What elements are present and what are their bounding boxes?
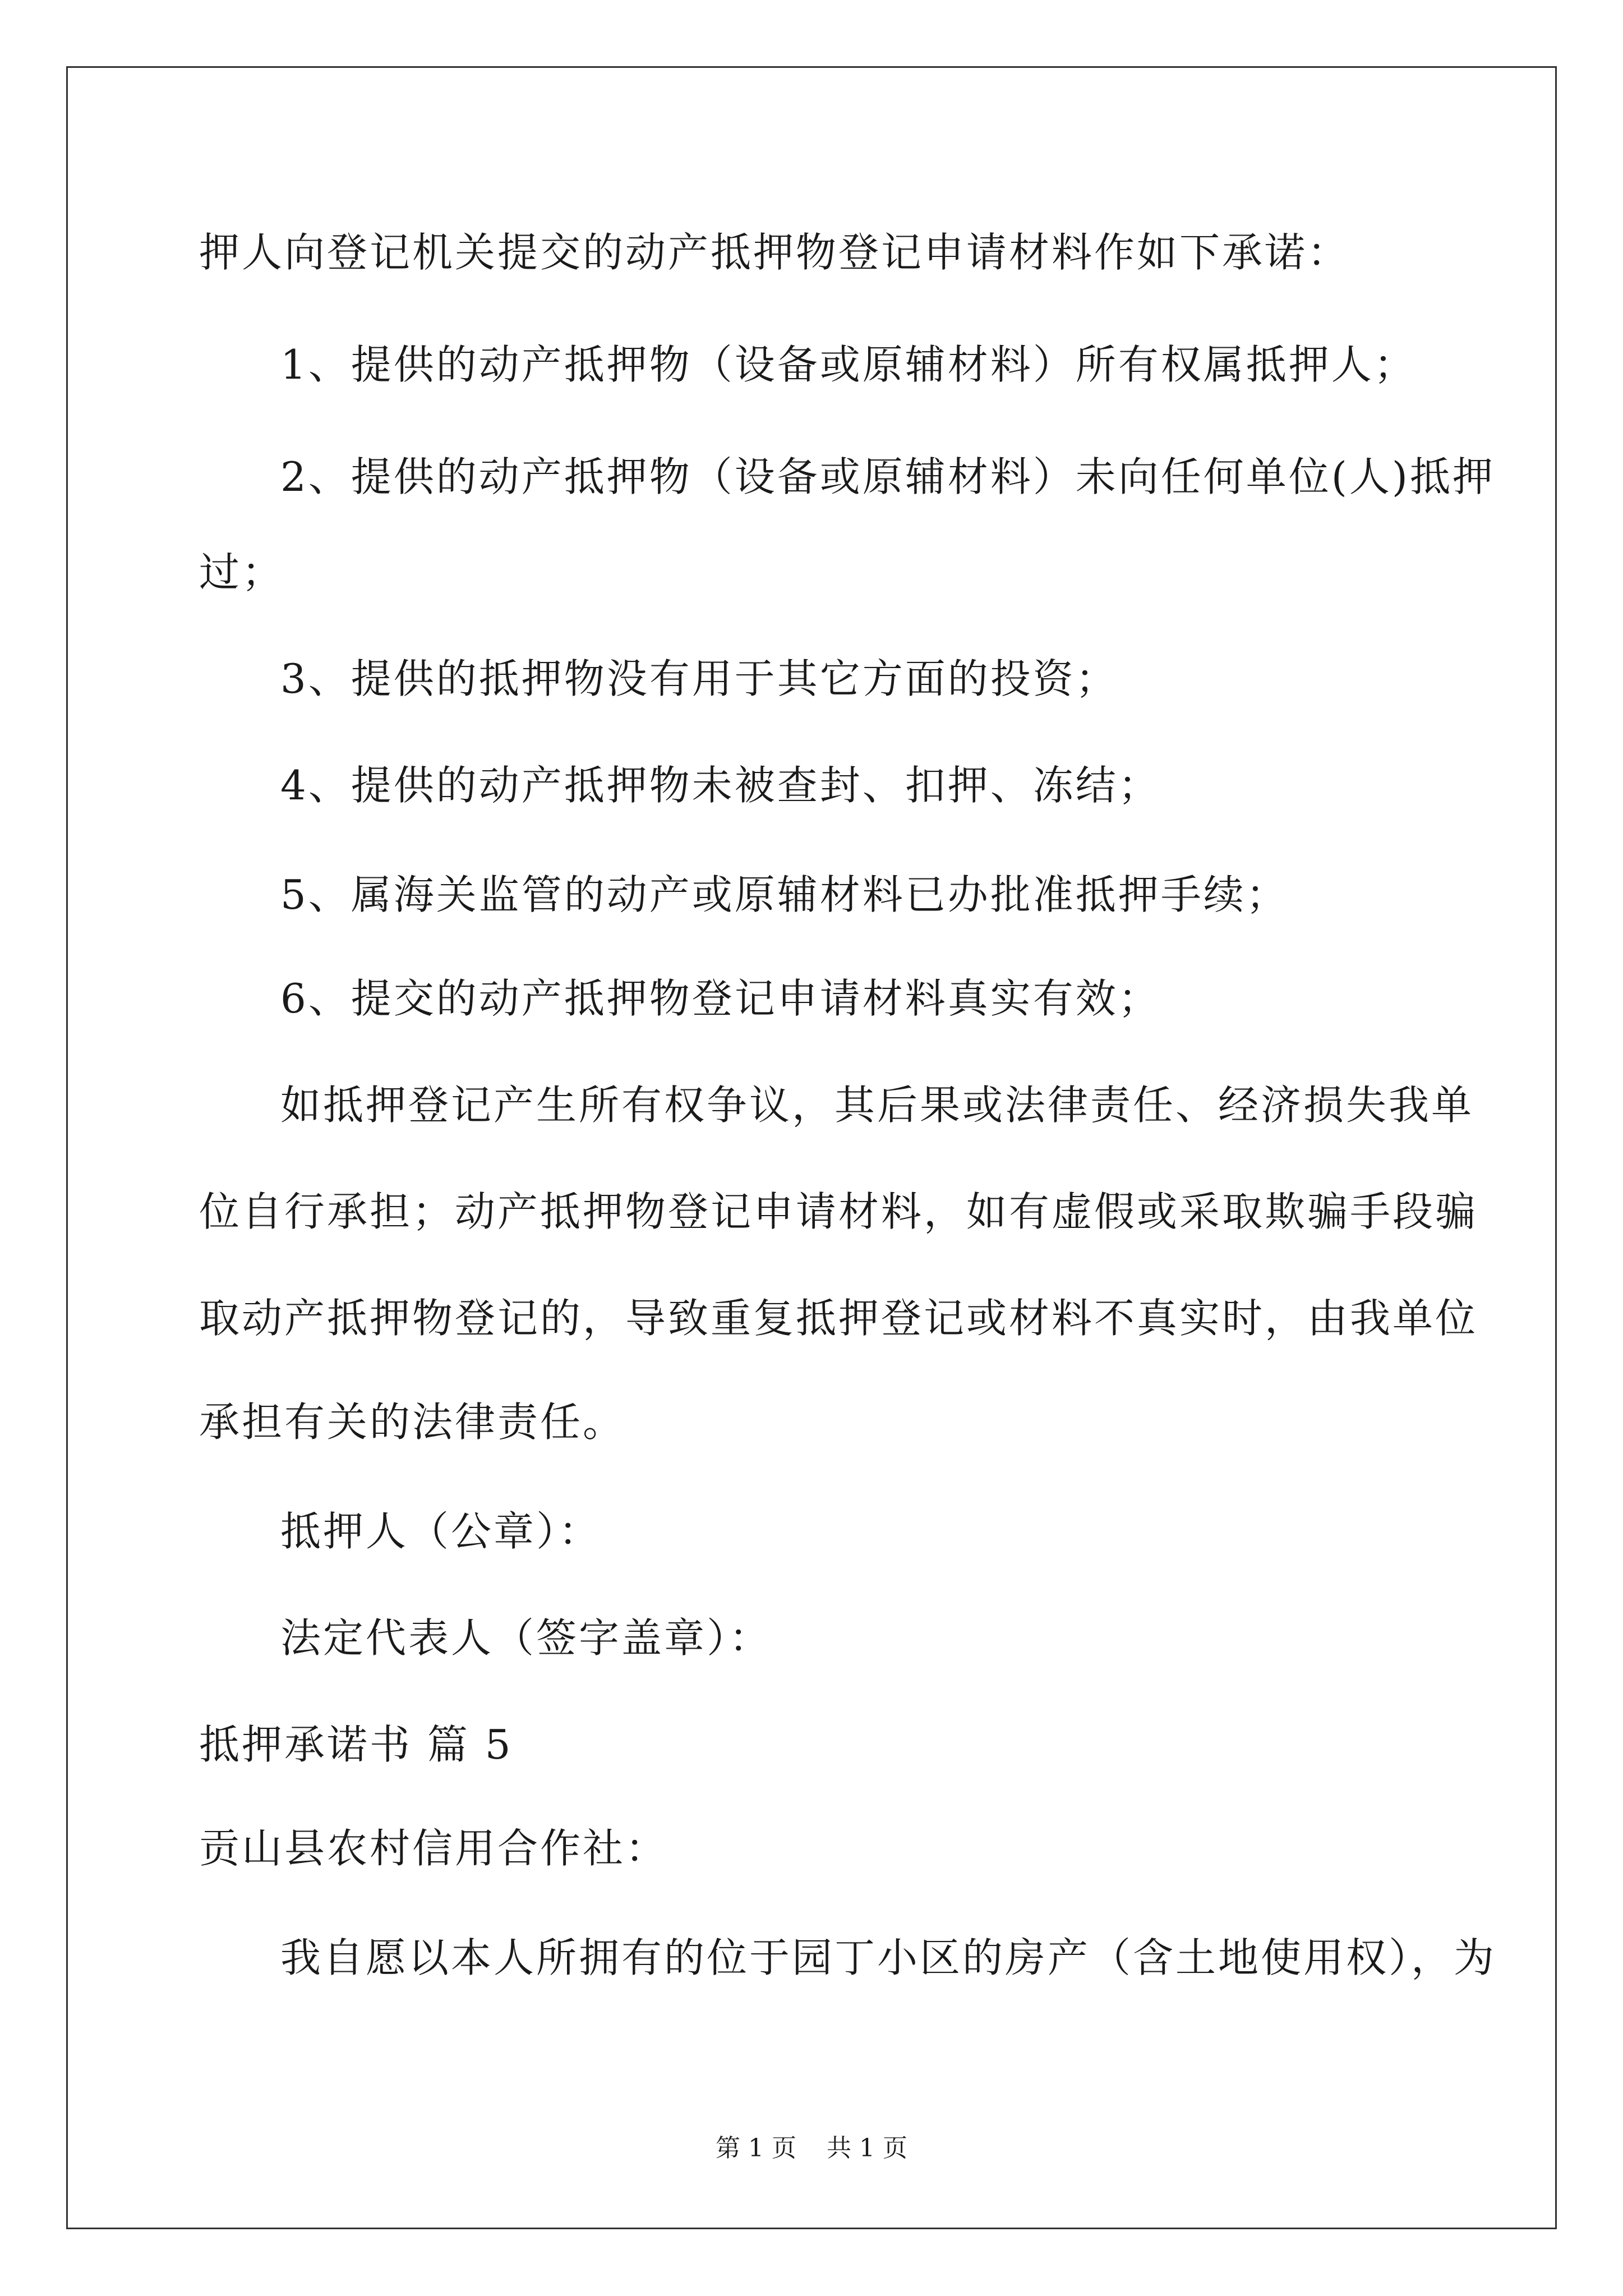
paragraph-line: 过； bbox=[199, 549, 285, 596]
paragraph-line: 押人向登记机关提交的动产抵押物登记申请材料作如下承诺： bbox=[199, 229, 1350, 276]
paragraph-line: 我自愿以本人所拥有的位于园丁小区的房产（含土地使用权），为 bbox=[280, 1934, 1497, 1981]
page-number: 第 1 页 bbox=[716, 2134, 796, 2162]
paragraph-line: 如抵押登记产生所有权争议，其后果或法律责任、经济损失我单 bbox=[280, 1082, 1474, 1129]
list-item: 5、属海关监管的动产或原辅材料已办批准抵押手续； bbox=[280, 871, 1289, 918]
page-footer bbox=[0, 2132, 1623, 2165]
paragraph-line: 位自行承担；动产抵押物登记申请材料，如有虚假或采取欺骗手段骗 bbox=[199, 1188, 1478, 1235]
list-item: 2、提供的动产抵押物（设备或原辅材料）未向任何单位(人)抵押 bbox=[280, 453, 1495, 500]
section-heading: 抵押承诺书 篇 5 bbox=[199, 1721, 513, 1768]
page-total: 共 1 页 bbox=[827, 2134, 907, 2162]
paragraph-line: 取动产抵押物登记的，导致重复抵押登记或材料不真实时，由我单位 bbox=[199, 1295, 1478, 1342]
signature-label: 法定代表人（签字盖章）： bbox=[280, 1614, 772, 1662]
list-item: 6、提交的动产抵押物登记申请材料真实有效； bbox=[280, 975, 1161, 1022]
list-item: 1、提供的动产抵押物（设备或原辅材料）所有权属抵押人； bbox=[280, 341, 1417, 388]
addressee: 贡山县农村信用合作社： bbox=[199, 1825, 668, 1872]
signature-label: 抵押人（公章）： bbox=[280, 1508, 602, 1555]
paragraph-line: 承担有关的法律责任。 bbox=[199, 1398, 626, 1446]
list-item: 4、提供的动产抵押物未被查封、扣押、冻结； bbox=[280, 762, 1161, 809]
list-item: 3、提供的抵押物没有用于其它方面的投资； bbox=[280, 655, 1118, 702]
